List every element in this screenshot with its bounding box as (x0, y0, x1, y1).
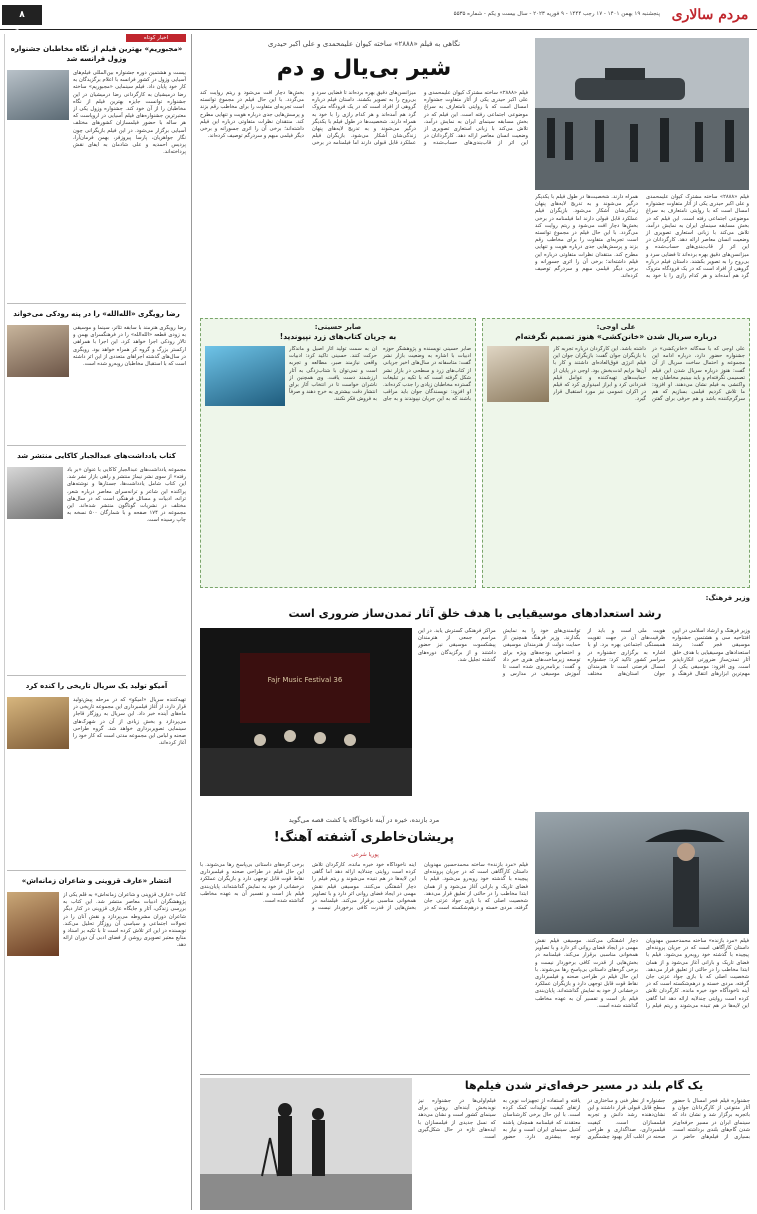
review-headline: پریشان‌خاطری آشفته آهنگ! (273, 830, 455, 845)
section-tab (2, 5, 42, 40)
minister-photo (200, 628, 412, 796)
interview-title: به جریان کتاب‌های زرد نپیوندید! (279, 332, 397, 341)
lead-kicker: نگاهی به فیلم «۲۸۸۸» ساخته کیوان علیمحمدی و علی اکبر حیدری (267, 40, 461, 48)
bottom-headline: یک گام بلند در مسیر حرفه‌ای‌تر شدن فیلم‌ها (464, 1079, 704, 1092)
interview-box (200, 318, 476, 588)
sidebar-item-title: رضا رویگری «الله‌الله» را در پنه رودکی می‌خواند (13, 310, 180, 318)
umbrella-man-illustration (535, 812, 749, 934)
interview-photo (205, 346, 285, 406)
date-line: پنجشنبه ۱۹ بهمن ۱۴۰۱ - ۱۷ رجب ۱۴۴۴ - ۹ فوریه ۲۰۲۳ - سال بیست و یکم - شماره ۵۵۳۵ (453, 11, 660, 17)
column-divider (191, 34, 192, 1210)
airfield-photo-illustration (535, 38, 749, 190)
concert-stage-illustration (200, 628, 412, 796)
sidebar-item-title: «مجبوریم» بهترین فیلم از نگاه مخاطبان جشنواره وزول فرانسه شد (10, 45, 183, 63)
sidebar-item-body: تهیه‌کننده سریال «آمیکو» که در مرحله پیش‌تولید قرار دارد، از آغاز فیلمبرداری این مجموعه تاریخی در ماه‌های آینده خبر داد. این سریال به روزگار قاجار می‌پردازد و بخش زیادی از آن در شهرک‌های سینمایی تصویربرداری خواهد شد. گروه طراحی صحنه و لباس این مجموعه مدتی است که کار خود را آغاز کرده‌اند. (73, 697, 186, 747)
interview-title: درباره سریال شدن «خانن‌کشی» هنوز تصمیم نگرفته‌ام (515, 332, 717, 341)
review-byline: پوریا شرعی (351, 852, 379, 858)
film-crew-illustration (200, 1078, 412, 1210)
lead-body: فیلم «۲۸۸۸» ساخته مشترک کیوان علیمحمدی و علی اکبر حیدری یکی از آثار متفاوت جشنواره امسال است که با روایتی نامتعارف به سراغ موضوعی اجتماعی رفته است. این فیلم که در بخش مسابقه سینمای ایران به نمایش درآمد، تلاش می‌کند با زبانی استعاری تصویری از وضعیت انسان معاصر ارائه دهد. کارگردانان در این اثر از قاب‌بندی‌های حساب‌شده و میزانسن‌های دقیق بهره برده‌اند تا فضایی سرد و بی‌روح را به تصویر بکشند. داستان فیلم درباره گروهی از افراد است که در یک فرودگاه متروک گرد هم آمده‌اند و هر کدام رازی را با خود به همراه دارند. شخصیت‌ها در طول فیلم با یکدیگر درگیر می‌شوند و به تدریج لایه‌های پنهان زندگی‌شان آشکار می‌شود. بازیگران فیلم عملکرد قابل قبولی دارند اما فیلمنامه در برخی بخش‌ها دچار افت می‌شود و ریتم روایت کند می‌گردد. با این حال فیلم در مجموع توانسته است تجربه‌ای متفاوت را برای مخاطب رقم بزند و پرسش‌هایی جدی درباره هویت و تنهایی مطرح کند. منتقدان نظرات متفاوتی درباره این فیلم داشته‌اند؛ برخی آن را اثری جسورانه و برخی دیگر فیلمی مبهم و سردرگم توصیف کرده‌اند. (200, 90, 528, 147)
sidebar-item-photo (7, 892, 59, 956)
interview-box (482, 318, 750, 588)
lead-photo (535, 38, 749, 190)
sidebar-header: اخبار کوتاه (126, 34, 186, 42)
sidebar-item-body: بیست و هشتمین دوره جشنواره بین‌المللی فیلم‌های آسیایی وزول در کشور فرانسه با اعلام برگزیدگان به کار خود پایان داد. فیلم سینمایی «مجبوریم» ساخته رضا درمیشیان به کارگردانی رضا درمیشیان در این جشنواره توانست جایزه بهترین فیلم از نگاه مخاطبان را از آن خود کند. جشنواره وزول یکی از معتبرترین جشنواره‌های فیلم آسیایی در اروپاست که هر ساله با حضور فیلمسازان کشورهای مختلف آسیایی برگزار می‌شود. در این فیلم بازیگرانی چون نگار جواهریان، پارسا پیروزفر، بهمن فرمان‌آرا، پردیس احمدیه و علی شادمان به ایفای نقش پرداخته‌اند. (73, 70, 186, 156)
sidebar-item-title: آمیکو تولید یک سریال تاریخی را کنده کرد (25, 682, 168, 690)
section-divider (200, 1074, 750, 1075)
sidebar-item-body: کتاب «عارف قزوینی و شاعران زمانه‌اش» به قلم یکی از پژوهشگران ادبیات معاصر منتشر شد. این کتاب به بررسی زندگی، آثار و جایگاه عارف قزوینی در کنار دیگر شاعران دوران مشروطه می‌پردازد و نقش آنان را در تحولات اجتماعی و سیاسی آن روزگار تحلیل می‌کند. نویسنده در این اثر تلاش کرده است تا با تکیه بر اسناد و منابع معتبر تصویری روشن از فضای ادبی آن دوران ارائه دهد. (63, 892, 186, 949)
page-number: ۸ (19, 10, 25, 20)
section-name: فرهنگی (4, 30, 40, 40)
sidebar-item (7, 44, 186, 304)
festival-sign: 36 Fajr Music Festival (267, 676, 343, 684)
interview-body: علی اوجی که با سه‌گانه «خانن‌کشی» در جشنواره حضور دارد، درباره ادامه این مجموعه و احتمال ساخت سریال از آن گفت: هنوز درباره سریال شدن این فیلم تصمیمی نگرفته‌ام و باید ببینیم مخاطبان چه واکنشی به فیلم نشان می‌دهند. او افزود: ما تلاش کردیم فیلمی بسازیم که هم سرگرم‌کننده باشد و هم حرفی برای گفتن داشته باشد. این کارگردان درباره تجربه کار با بازیگران جوان گفت: بازیگران جوان این فیلم انرژی فوق‌العاده‌ای داشتند و کار با آن‌ها برایم لذت‌بخش بود. اوجی در پایان از حمایت‌های تهیه‌کننده و عوامل فیلم قدردانی کرد و ابراز امیدواری کرد که فیلم در اکران عمومی نیز مورد استقبال قرار گیرد. (553, 346, 745, 403)
interview-photo (487, 346, 549, 402)
sidebar (4, 34, 186, 1210)
sidebar-item (7, 304, 186, 446)
bottom-body: جشنواره فیلم فجر امسال با حضور آثار متنوعی از کارگردانان جوان و باتجربه برگزار شد و نشان داد که سینمای ایران در مسیر حرفه‌ای‌تر شدن گام‌های بلندی برداشته است. بسیاری از فیلم‌های حاضر در جشنواره از نظر فنی و ساختاری در سطح قابل قبولی قرار داشتند و این نشان‌دهنده رشد دانش و تجربه فیلمسازان است. کیفیت فیلمبرداری، صداگذاری و طراحی صحنه در اغلب آثار بهبود چشمگیری یافته و استفاده از تجهیزات نوین به ارتقای کیفیت تولیدات کمک کرده است. با این حال برخی کارشناسان معتقدند که فیلمنامه همچنان پاشنه آشیل سینمای ایران است و نیاز به توجه بیشتری دارد. حضور فیلم‌اولی‌ها در جشنواره نیز نویدبخش آینده‌ای روشن برای سینمای کشور است و نشان می‌دهد که نسل جدیدی از فیلمسازان با ایده‌های تازه در حال شکل‌گیری است. (418, 1098, 750, 1141)
lead-body-continued: فیلم «۲۸۸۸» ساخته مشترک کیوان علیمحمدی و علی اکبر حیدری یکی از آثار متفاوت جشنواره امسال است که با روایتی نامتعارف به سراغ موضوعی اجتماعی رفته است. این فیلم که در بخش مسابقه سینمای ایران به نمایش درآمد، تلاش می‌کند با زبانی استعاری تصویری از وضعیت انسان معاصر ارائه دهد. کارگردانان در این اثر از قاب‌بندی‌های حساب‌شده و میزانسن‌های دقیق بهره برده‌اند تا فضایی سرد و بی‌روح را به تصویر بکشند. داستان فیلم درباره گروهی از افراد است که در یک فرودگاه متروک گرد هم آمده‌اند و هر کدام رازی را با خود به همراه دارند. شخصیت‌ها در طول فیلم با یکدیگر درگیر می‌شوند و به تدریج لایه‌های پنهان زندگی‌شان آشکار می‌شود. بازیگران فیلم عملکرد قابل قبولی دارند اما فیلمنامه در برخی بخش‌ها دچار افت می‌شود و ریتم روایت کند می‌گردد. با این حال فیلم در مجموع توانسته است تجربه‌ای متفاوت را برای مخاطب رقم بزند و پرسش‌هایی جدی درباره هویت و تنهایی مطرح کند. منتقدان نظرات متفاوتی درباره این فیلم داشته‌اند؛ برخی آن را اثری جسورانه و برخی دیگر فیلمی مبهم و سردرگم توصیف کرده‌اند. (535, 194, 749, 280)
review-kicker: مرد بازنده، خیره در آینه ناخودآگاه یا کشت قصه می‌گوید (288, 816, 440, 824)
minister-body: وزیر فرهنگ و ارشاد اسلامی در آیین افتتاحیه سی و هشتمین جشنواره موسیقی فجر گفت: رشد استعدادهای موسیقیایی با هدف خلق آثار تمدن‌ساز ضرورتی انکارناپذیر است. وی افزود: موسیقی یکی از مهم‌ترین ابزارهای انتقال فرهنگ و هویت ملی است و باید از ظرفیت‌های آن در جهت تقویت همبستگی اجتماعی بهره برد. او با اشاره به برگزاری جشنواره در سراسر کشور تاکید کرد: جشنواره امسال فرصتی است تا هنرمندان جوان استان‌های مختلف توانمندی‌های خود را به نمایش بگذارند. وزیر فرهنگ همچنین از حمایت دولت از هنرمندان موسیقی و اختصاص بودجه‌های ویژه برای توسعه زیرساخت‌های هنری خبر داد و گفت: برنامه‌ریزی شده است تا آموزش موسیقی در مدارس و مراکز فرهنگی گسترش یابد. در این مراسم جمعی از هنرمندان پیشکسوت موسیقی نیز حضور داشتند و از برگزیدگان دوره‌های گذشته تجلیل شد. (418, 628, 750, 678)
sidebar-item-title: کتاب یادداشت‌های عبدالجبار کاکایی منتشر شد (17, 452, 176, 460)
review-photo (535, 812, 749, 934)
interview-body: صابر حسینی نویسنده و پژوهشگر حوزه ادبیات با اشاره به وضعیت بازار نشر گفت: متاسفانه در سال‌های اخیر جریانی از کتاب‌های زرد و سطحی در بازار نشر شکل گرفته است که با تکیه بر تبلیغات گسترده مخاطبان زیادی را جذب کرده‌اند. او افزود: نویسندگان جوان باید مراقب باشند که به این جریان نپیوندند و به جای آن به سمت تولید آثار اصیل و ماندگار حرکت کنند. حسینی تاکید کرد: ادبیات واقعی نیازمند صبر، مطالعه و تجربه است و نمی‌توان با شتاب‌زدگی به آثار ارزشمند دست یافت. وی همچنین از ناشران خواست تا در انتخاب آثار برای انتشار دقت بیشتری به خرج دهند و صرفاً به فروش فکر نکنند. (289, 346, 471, 403)
sidebar-item-photo (7, 325, 69, 377)
sidebar-item (7, 871, 186, 1201)
minister-headline: رشد استعدادهای موسیقیایی با هدف خلق آثار تمدن‌ساز ضروری است (288, 607, 662, 620)
sidebar-item-photo (7, 467, 63, 519)
sidebar-item-photo (7, 697, 69, 749)
sidebar-item-title: انتشار «عارف قزوینی و شاعران زمانه‌اش» (21, 877, 172, 885)
lead-headline: شیر بی‌یال و دم (276, 56, 452, 81)
review-body: فیلم «مرد بازنده» ساخته محمدحسین مهدویان داستان کارآگاهی است که در جریان پرونده‌ای پیچیده با گذشته خود روبه‌رو می‌شود. فیلم با فضای تاریک و بارانی آغاز می‌شود و از همان ابتدا مخاطب را در حالتی از تعلیق قرار می‌دهد. شخصیت اصلی که با بازی جواد عزتی جان گرفته، مردی خسته و درهم‌شکسته است که در آینه ناخودآگاه خود خیره مانده. کارگردان تلاش کرده است روایتی چندلایه ارائه دهد اما گاهی این لایه‌ها در هم تنیده می‌شوند و ریتم فیلم را دچار آشفتگی می‌کنند. موسیقی فیلم نقش مهمی در ایجاد فضای روانی اثر دارد و با تصاویر همخوانی مناسبی برقرار می‌کند. فیلمنامه در بخش‌هایی از قدرت کافی برخوردار نیست و برخی گره‌های داستانی بی‌پاسخ رها می‌شوند. با این حال فیلم در طراحی صحنه و فیلمبرداری نقاط قوت قابل توجهی دارد و بازیگران عملکرد درخشانی از خود به نمایش گذاشته‌اند. پایان‌بندی فیلم باز است و تفسیر آن به عهده مخاطب گذاشته شده است. (200, 862, 528, 912)
sidebar-item (7, 676, 186, 871)
interview-name: صابر حسینی: (314, 323, 362, 331)
sidebar-item (7, 446, 186, 676)
masthead-logo: مردم سالاری (671, 7, 749, 23)
review-body-continued: فیلم «مرد بازنده» ساخته محمدحسین مهدویان داستان کارآگاهی است که در جریان پرونده‌ای پیچیده با گذشته خود روبه‌رو می‌شود. فیلم با فضای تاریک و بارانی آغاز می‌شود و از همان ابتدا مخاطب را در حالتی از تعلیق قرار می‌دهد. شخصیت اصلی که با بازی جواد عزتی جان گرفته، مردی خسته و درهم‌شکسته است که در آینه ناخودآگاه خود خیره مانده. کارگردان تلاش کرده است روایتی چندلایه ارائه دهد اما گاهی این لایه‌ها در هم تنیده می‌شوند و ریتم فیلم را دچار آشفتگی می‌کنند. موسیقی فیلم نقش مهمی در ایجاد فضای روانی اثر دارد و با تصاویر همخوانی مناسبی برقرار می‌کند. فیلمنامه در بخش‌هایی از قدرت کافی برخوردار نیست و برخی گره‌های داستانی بی‌پاسخ رها می‌شوند. با این حال فیلم در طراحی صحنه و فیلمبرداری نقاط قوت قابل توجهی دارد و بازیگران عملکرد درخشانی از خود به نمایش گذاشته‌اند. پایان‌بندی فیلم باز است و تفسیر آن به عهده مخاطب گذاشته شده است. (535, 938, 749, 1009)
minister-kicker: وزیر فرهنگ: (705, 594, 750, 602)
sidebar-item-photo (7, 70, 69, 120)
sidebar-item-body: مجموعه یادداشت‌های عبدالجبار کاکایی با عنوان «بر باد رفته» از سوی نشر نیماژ منتشر و راهی بازار نشر شد. این کتاب شامل یادداشت‌ها، جستارها و نوشته‌های پراکنده این شاعر و ترانه‌سرای معاصر درباره شعر، ترانه، ادبیات و مسائل فرهنگی است که در سال‌های مختلف در نشریات گوناگون منتشر شده‌اند. این مجموعه در ۱۷۴ صفحه و با شمارگان ۵۰۰ نسخه به چاپ رسیده است. (67, 467, 186, 524)
bottom-photo (200, 1078, 412, 1210)
sidebar-item-body: رضا رویگری هنرمند با سابقه تئاتر، سینما و موسیقی به زودی قطعه «الله‌الله» را در فرهنگسرای بهمن و تالار رودکی اجرا خواهد کرد. این اجرا با همراهی ارکستر بزرگ و گروه کر همراه خواهد بود. رویگری در سال‌های گذشته اجراهای متعددی از این اثر داشته است که با استقبال مخاطبان روبه‌رو شده است. (73, 325, 186, 368)
interview-name: علی اوجی: (596, 323, 636, 331)
